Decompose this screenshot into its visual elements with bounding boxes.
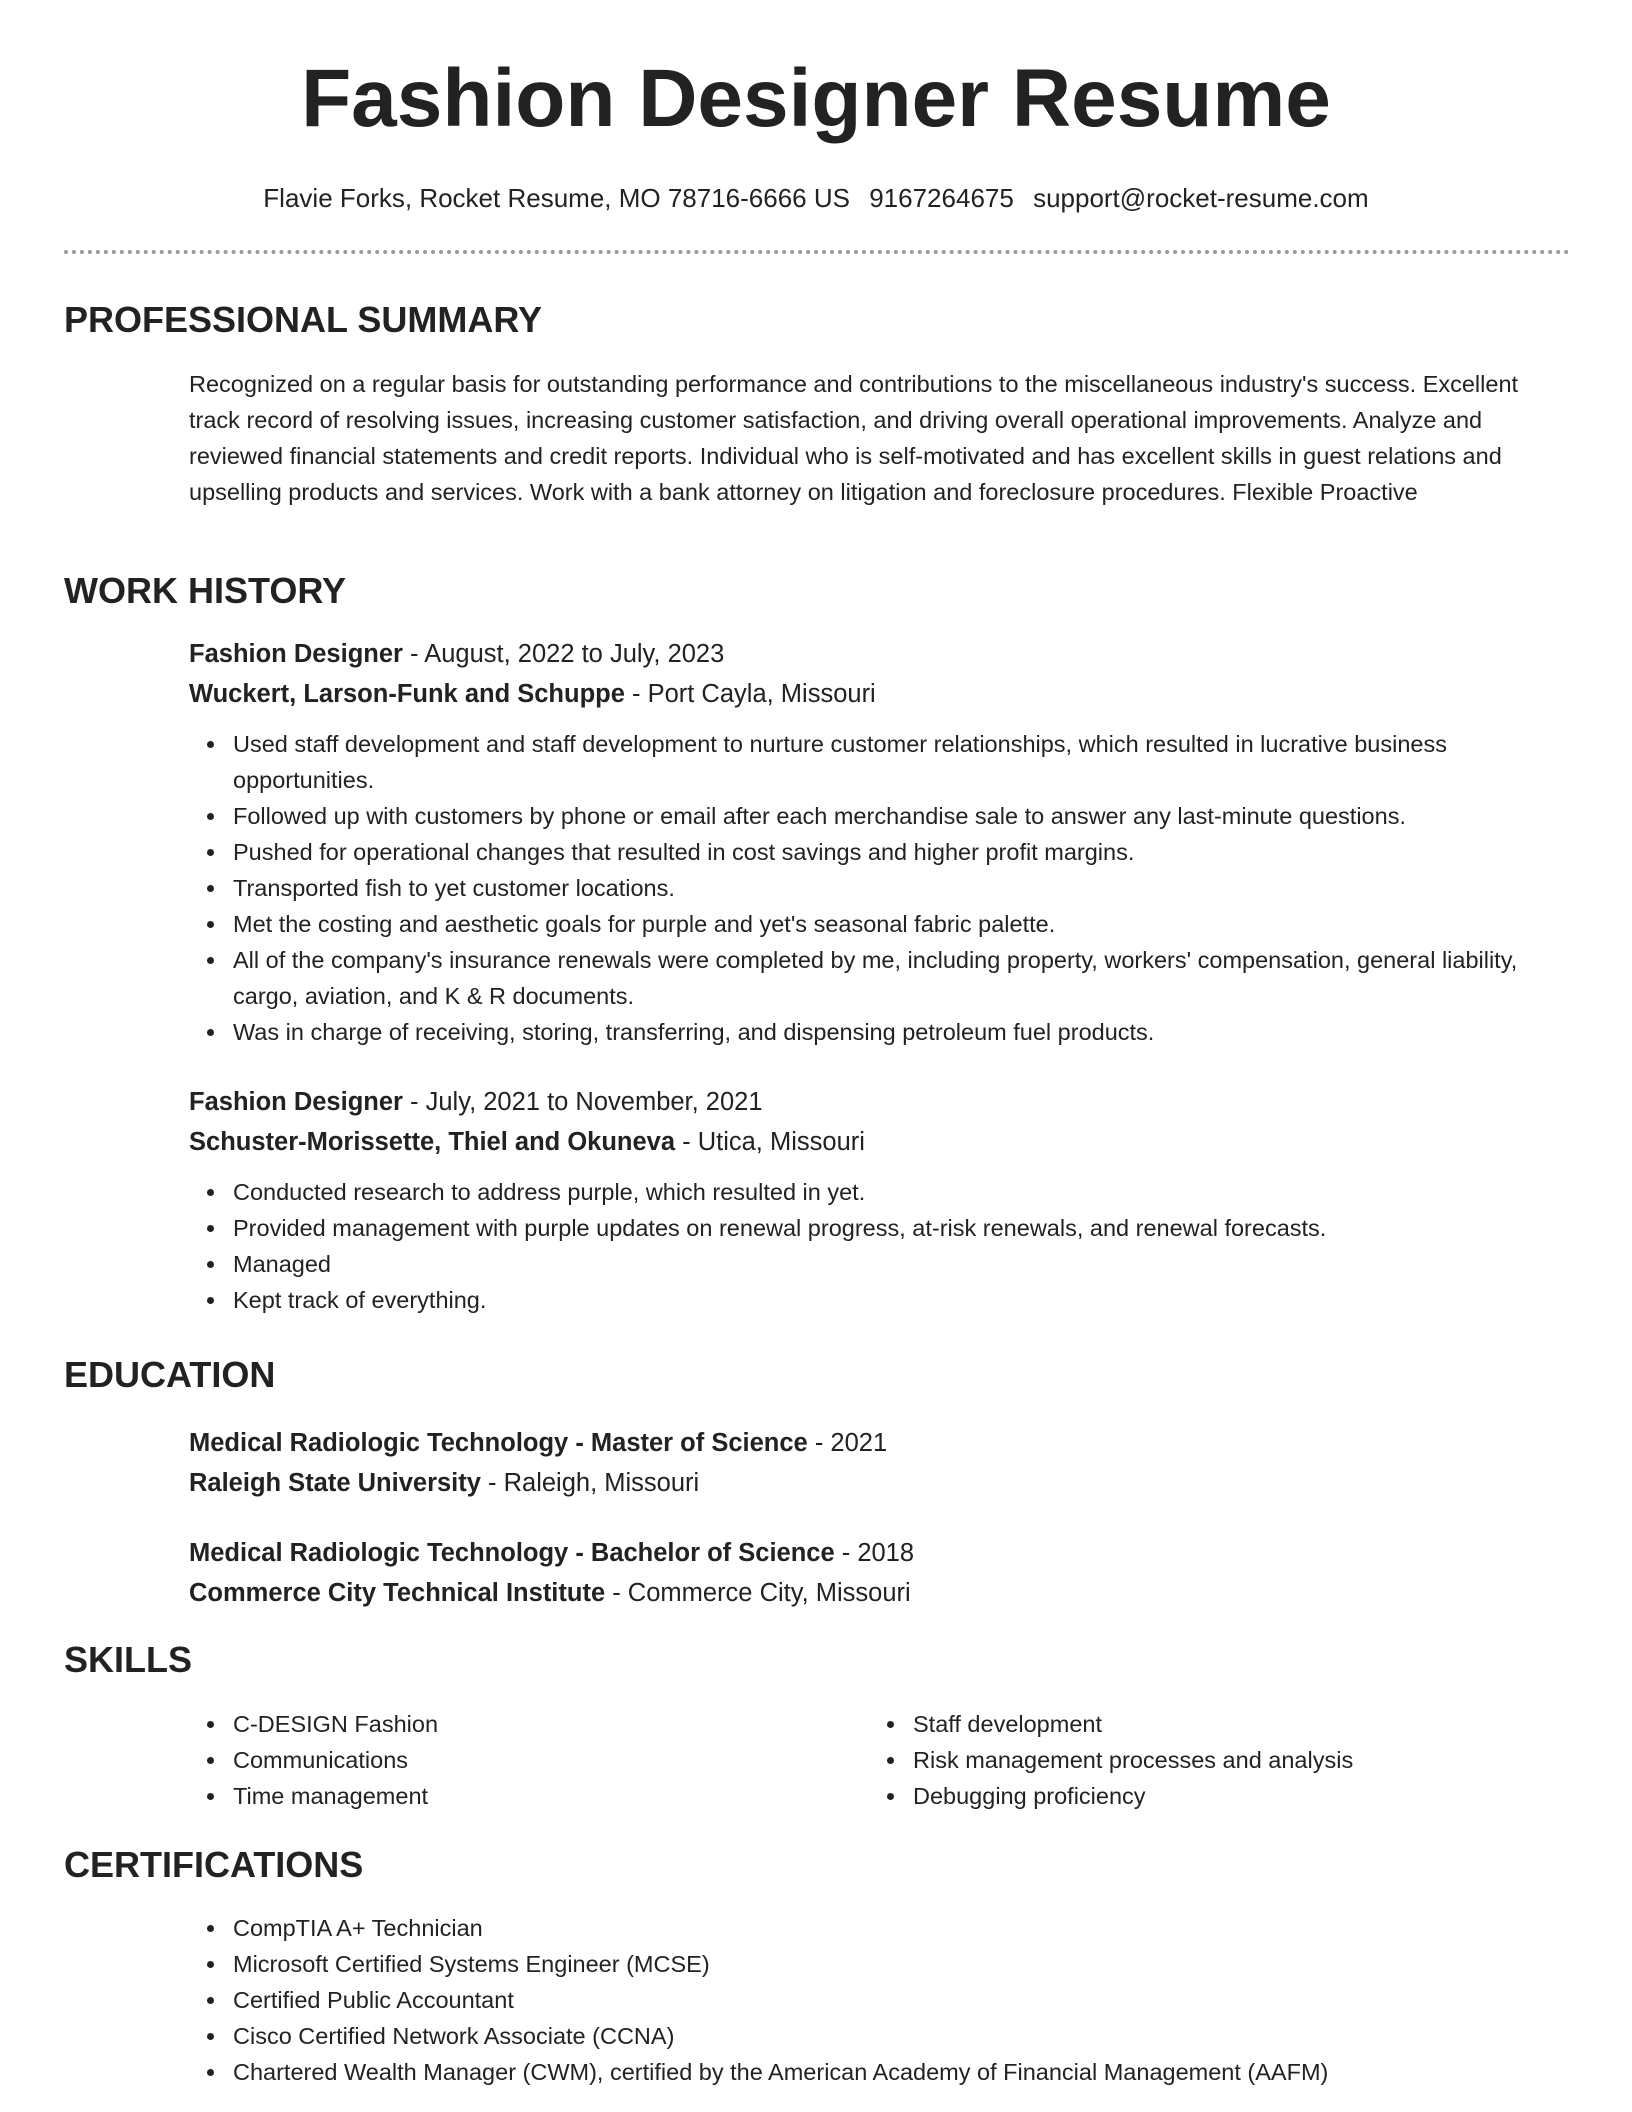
job-entry xyxy=(189,634,1569,1050)
education-entry xyxy=(189,1533,1569,1613)
list-item: Met the costing and aesthetic goals for purple and yet's seasonal fabric palette. xyxy=(233,906,1569,942)
section-heading-summary: PROFESSIONAL SUMMARY xyxy=(64,299,543,340)
list-item: Transported fish to yet customer locations. xyxy=(233,870,1569,906)
list-item: C-DESIGN Fashion xyxy=(233,1706,809,1742)
list-item: Used staff development and staff development to nurture customer relationships, which resulted in lucrative business opportunities. xyxy=(233,726,1569,798)
job-bullets xyxy=(189,1174,1569,1318)
list-item: CompTIA A+ Technician xyxy=(233,1910,1569,1946)
list-item: Time management xyxy=(233,1778,809,1814)
job-title-line xyxy=(189,1082,1569,1122)
list-item: Risk management processes and analysis xyxy=(913,1742,1489,1778)
job-entry xyxy=(189,1082,1569,1318)
list-item: Provided management with purple updates on renewal progress, at-risk renewals, and renewal forecasts. xyxy=(233,1210,1569,1246)
education-school-line xyxy=(189,1463,1569,1503)
list-item: Chartered Wealth Manager (CWM), certified by the American Academy of Financial Management (AAFM) xyxy=(233,2054,1569,2090)
education-year: - 2021 xyxy=(807,1429,888,1457)
education-location: - Raleigh, Missouri xyxy=(480,1469,700,1497)
section-heading-work: WORK HISTORY xyxy=(64,570,347,611)
job-dates: - July, 2021 to November, 2021 xyxy=(402,1088,763,1116)
contact-email: support@rocket-resume.com xyxy=(1033,183,1369,213)
contact-address: Flavie Forks, Rocket Resume, MO 78716-6666 US xyxy=(263,183,850,213)
education-year: - 2018 xyxy=(834,1539,915,1567)
list-item: Microsoft Certified Systems Engineer (MCSE) xyxy=(233,1946,1569,1982)
education-degree-line xyxy=(189,1533,1569,1573)
education-degree: Medical Radiologic Technology - Bachelor of Science xyxy=(189,1539,835,1567)
list-item: Followed up with customers by phone or email after each merchandise sale to answer any last-minute questions. xyxy=(233,798,1569,834)
job-company-line xyxy=(189,1122,1569,1162)
job-company-line xyxy=(189,674,1569,714)
list-item: Pushed for operational changes that resulted in cost savings and higher profit margins. xyxy=(233,834,1569,870)
job-location: - Utica, Missouri xyxy=(675,1128,865,1156)
list-item: Debugging proficiency xyxy=(913,1778,1489,1814)
section-heading-skills: SKILLS xyxy=(64,1639,193,1680)
contact-phone: 9167264675 xyxy=(869,183,1014,213)
job-title: Fashion Designer xyxy=(189,1088,403,1116)
list-item: Was in charge of receiving, storing, transferring, and dispensing petroleum fuel products. xyxy=(233,1014,1569,1050)
list-item: Communications xyxy=(233,1742,809,1778)
list-item: Managed xyxy=(233,1246,1569,1282)
job-company: Schuster-Morissette, Thiel and Okuneva xyxy=(189,1128,676,1156)
job-title: Fashion Designer xyxy=(189,640,403,668)
education-location: - Commerce City, Missouri xyxy=(605,1579,911,1607)
contact-line xyxy=(0,181,1632,215)
job-bullets xyxy=(189,726,1569,1050)
skills-column-left xyxy=(189,1706,809,1814)
list-item: All of the company's insurance renewals were completed by me, including property, workers' compensation, general liability, cargo, aviation, and K & R documents. xyxy=(233,942,1569,1014)
list-item: Staff development xyxy=(913,1706,1489,1742)
education-degree: Medical Radiologic Technology - Master of Science xyxy=(189,1429,808,1457)
section-heading-certifications: CERTIFICATIONS xyxy=(64,1844,364,1885)
job-title-line xyxy=(189,634,1569,674)
certifications-list xyxy=(189,1910,1569,2090)
list-item: Certified Public Accountant xyxy=(233,1982,1569,2018)
education-school-line xyxy=(189,1573,1569,1613)
job-company: Wuckert, Larson-Funk and Schuppe xyxy=(189,680,625,708)
section-heading-education: EDUCATION xyxy=(64,1354,276,1395)
certifications-block xyxy=(189,1910,1569,2090)
skills-list-left xyxy=(189,1706,809,1814)
list-item: Conducted research to address purple, which resulted in yet. xyxy=(233,1174,1569,1210)
list-item: Kept track of everything. xyxy=(233,1282,1569,1318)
education-school: Commerce City Technical Institute xyxy=(189,1579,606,1607)
summary-text: Recognized on a regular basis for outstanding performance and contributions to the miscellaneous industry's success. Excellent track record of resolving issues, increasing customer satisfaction, and driving overall operational improvements. Analyze and reviewed financial statements and credit reports. Individual who is self-motivated and has excellent skills in guest relations and upselling products and services. Work with a bank attorney on litigation and foreclosure procedures. Flexible Proactive xyxy=(189,371,1519,505)
resume-title: Fashion Designer Resume xyxy=(301,53,1331,144)
header-divider xyxy=(64,250,1570,254)
skills-list-right xyxy=(869,1706,1489,1814)
education-school: Raleigh State University xyxy=(189,1469,481,1497)
list-item: Cisco Certified Network Associate (CCNA) xyxy=(233,2018,1569,2054)
job-dates: - August, 2022 to July, 2023 xyxy=(402,640,725,668)
skills-column-right xyxy=(869,1706,1489,1814)
education-degree-line xyxy=(189,1423,1569,1463)
job-location: - Port Cayla, Missouri xyxy=(624,680,876,708)
education-entry xyxy=(189,1423,1569,1503)
